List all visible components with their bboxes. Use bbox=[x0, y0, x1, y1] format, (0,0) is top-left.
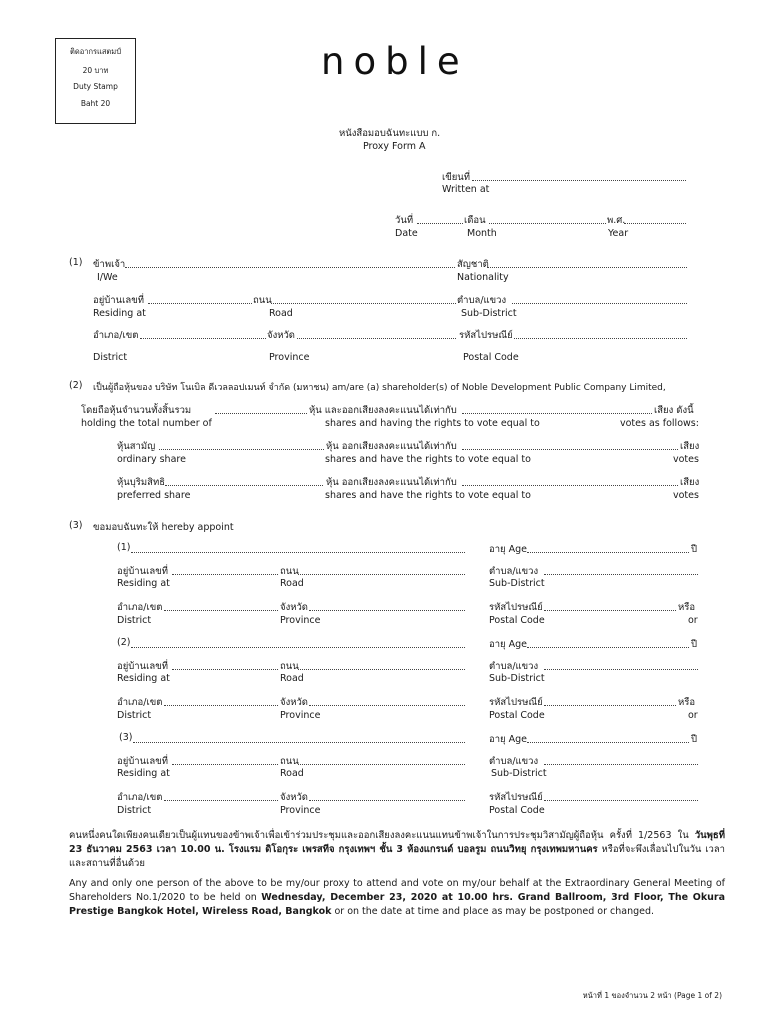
ordinary-share-label-en: ordinary share bbox=[117, 454, 186, 465]
proxy-2-residing-label-th: อยู่บ้านเลขที่ bbox=[117, 661, 168, 672]
date-label-th: วันที่ bbox=[395, 215, 414, 226]
section-3-number: (3) bbox=[69, 520, 83, 531]
month-field[interactable] bbox=[489, 223, 606, 224]
proxy-2-postal-label-th: รหัสไปรษณีย์ bbox=[489, 697, 543, 708]
proxy-3-postal-label-th: รหัสไปรษณีย์ bbox=[489, 792, 543, 803]
form-title-th: หนังสือมอบฉันทะแบบ ก. bbox=[339, 128, 441, 139]
stamp-line-3: Duty Stamp bbox=[73, 82, 118, 91]
proxy-1-postal-label-th: รหัสไปรษณีย์ bbox=[489, 602, 543, 613]
ordinary-vote-unit-en: votes bbox=[673, 454, 699, 465]
proxy-3-postal-label-en: Postal Code bbox=[489, 805, 545, 816]
stamp-line-1: ติดอากรแสตมป์ bbox=[69, 47, 121, 56]
proxy-3-district-label-en: District bbox=[117, 805, 152, 816]
proxy-1-province-field[interactable] bbox=[309, 610, 465, 611]
date-field[interactable] bbox=[417, 223, 463, 224]
sub-district-label-en: Sub-District bbox=[461, 308, 517, 319]
written-at-label-th: เขียนที่ bbox=[442, 172, 471, 183]
votes-follows-label-en: votes as follows: bbox=[620, 418, 699, 429]
proxy-3-province-field[interactable] bbox=[309, 800, 465, 801]
proxy-2-road-label-en: Road bbox=[280, 673, 304, 684]
proxy-1-residing-label-th: อยู่บ้านเลขที่ bbox=[117, 566, 168, 577]
proxy-1-postal-label-en: Postal Code bbox=[489, 615, 545, 626]
proxy-2-district-label-th: อำเภอ/เขต bbox=[117, 697, 163, 708]
proxy-1-sub-district-label-en: Sub-District bbox=[489, 578, 545, 589]
shareholder-statement: เป็นผู้ถือหุ้นของ บริษัท โนเบิล ดีเวลลอปเมนท์ จำกัด (มหาชน) am/are (a) shareholder(s) of Noble Development Public Company Limited, bbox=[93, 383, 666, 393]
ordinary-votes-label-th: หุ้น ออกเสียงลงคะแนนได้เท่ากับ bbox=[326, 441, 457, 452]
written-at-field[interactable] bbox=[472, 180, 686, 181]
proxy-1-residing-label-en: Residing at bbox=[117, 578, 170, 589]
proxy-1-or-en: or bbox=[688, 615, 698, 626]
preferred-share-label-th: หุ้นบุริมสิทธิ bbox=[117, 477, 166, 488]
meeting-paragraph-en bbox=[69, 877, 725, 919]
month-label-en: Month bbox=[467, 228, 497, 239]
proxy-1-sub-district-label-th: ตำบล/แขวง bbox=[489, 566, 539, 577]
proxy-2-sub-district-field[interactable] bbox=[544, 669, 698, 670]
proxy-3-residing-label-en: Residing at bbox=[117, 768, 170, 779]
proxy-2-residing-label-en: Residing at bbox=[117, 673, 170, 684]
proxy-3-age-field[interactable] bbox=[527, 742, 689, 743]
meeting-th-part-1: คนหนึ่งคนใดเพียงคนเดียวเป็นผู้แทนของข้าพเจ้าเพื่อเข้าร่วมประชุมและออกเสียงลงคะแนนแทนข้าพเจ้าในการประชุมวิสามัญผู้ถือหุ้น ครั้งที่ 1/2563 ใน bbox=[69, 830, 689, 841]
noble-logo: noble bbox=[321, 40, 469, 83]
district-field[interactable] bbox=[140, 338, 266, 339]
proxy-3-year-unit: ปี bbox=[691, 734, 698, 745]
proxy-3-province-label-th: จังหวัด bbox=[280, 792, 308, 803]
proxy-1-residing-field[interactable] bbox=[172, 574, 278, 575]
proxy-3-sub-district-field[interactable] bbox=[544, 764, 698, 765]
meeting-th-part-2: หรือที่จะพึงเลื่อนไปในวัน เวลา และสถานที่อื่นด้วย bbox=[69, 844, 725, 869]
proxy-2-province-field[interactable] bbox=[309, 705, 465, 706]
proxy-2-district-field[interactable] bbox=[164, 705, 278, 706]
nationality-label-en: Nationality bbox=[457, 272, 509, 283]
preferred-votes-label-th: หุ้น ออกเสียงลงคะแนนได้เท่ากับ bbox=[326, 477, 457, 488]
proxy-3-postal-field[interactable] bbox=[544, 800, 698, 801]
postal-field[interactable] bbox=[514, 338, 687, 339]
i-we-field[interactable] bbox=[125, 267, 455, 268]
proxy-3-residing-label-th: อยู่บ้านเลขที่ bbox=[117, 756, 168, 767]
proxy-1-number: (1) bbox=[117, 542, 131, 553]
page-footer: หน้าที่ 1 ของจำนวน 2 หน้า (Page 1 of 2) bbox=[582, 991, 722, 1000]
proxy-2-district-label-en: District bbox=[117, 710, 152, 721]
province-field[interactable] bbox=[297, 338, 456, 339]
postal-label-th: รหัสไปรษณีย์ bbox=[459, 330, 513, 341]
proxy-2-road-label-th: ถนน bbox=[280, 661, 299, 672]
province-label-th: จังหวัด bbox=[267, 330, 295, 341]
proxy-2-age-field[interactable] bbox=[527, 647, 689, 648]
road-field[interactable] bbox=[271, 303, 456, 304]
ordinary-votes-field[interactable] bbox=[462, 449, 678, 450]
meeting-paragraph-th bbox=[69, 829, 725, 871]
proxy-3-residing-field[interactable] bbox=[172, 764, 278, 765]
meeting-en-bold: Wednesday, December 23, 2020 at 10.00 hrs. Grand Ballroom, 3rd Floor, The Okura Prestige Bangkok Hotel, Wireless Road, Bangkok bbox=[69, 892, 725, 917]
proxy-1-road-label-en: Road bbox=[280, 578, 304, 589]
votes-follows-label-th: เสียง ดังนี้ bbox=[654, 405, 694, 416]
section-1-number: (1) bbox=[69, 257, 83, 268]
appoint-label: ขอมอบฉันทะให้ hereby appoint bbox=[93, 522, 234, 533]
sub-district-field[interactable] bbox=[512, 303, 687, 304]
year-label-en: Year bbox=[608, 228, 629, 239]
proxy-2-or-en: or bbox=[688, 710, 698, 721]
written-at-label-en: Written at bbox=[442, 184, 490, 195]
proxy-1-district-label-en: District bbox=[117, 615, 152, 626]
stamp-line-2: 20 บาท bbox=[82, 66, 109, 75]
proxy-3-road-label-th: ถนน bbox=[280, 756, 299, 767]
shares-voting-label-en: shares and having the rights to vote equal to bbox=[325, 418, 540, 429]
proxy-3-sub-district-label-en: Sub-District bbox=[491, 768, 547, 779]
proxy-2-road-field[interactable] bbox=[298, 669, 465, 670]
district-label-en: District bbox=[93, 352, 128, 363]
road-label-en: Road bbox=[269, 308, 293, 319]
proxy-2-sub-district-label-en: Sub-District bbox=[489, 673, 545, 684]
year-label-th: พ.ศ. bbox=[607, 215, 626, 226]
sub-district-label-th: ตำบล/แขวง bbox=[457, 295, 507, 306]
proxy-1-or-th: หรือ bbox=[678, 602, 696, 613]
meeting-th-bold: วันพุธที่ 23 ธันวาคม 2563 เวลา 10.00 น. โรงแรม ดิโอกุระ เพรสทีจ กรุงเทพฯ ชั้น 3 ห้องแกรนด์ บอลรูม ถนนวิทยุ กรุงเทพมหานคร bbox=[69, 830, 725, 855]
proxy-2-province-label-en: Province bbox=[280, 710, 321, 721]
proxy-2-year-unit: ปี bbox=[691, 639, 698, 650]
proxy-1-postal-field[interactable] bbox=[544, 610, 676, 611]
nationality-field[interactable] bbox=[487, 267, 687, 268]
proxy-2-age-label: อายุ Age bbox=[489, 639, 527, 650]
proxy-2-province-label-th: จังหวัด bbox=[280, 697, 308, 708]
proxy-1-road-field[interactable] bbox=[298, 574, 465, 575]
holding-label-en: holding the total number of bbox=[81, 418, 212, 429]
postal-label-en: Postal Code bbox=[463, 352, 519, 363]
proxy-3-number: (3) bbox=[119, 732, 133, 743]
shares-voting-label-th: หุ้น และออกเสียงลงคะแนนได้เท่ากับ bbox=[309, 405, 457, 416]
preferred-share-label-en: preferred share bbox=[117, 490, 191, 501]
date-label-en: Date bbox=[395, 228, 418, 239]
preferred-shares-field[interactable] bbox=[165, 485, 323, 486]
preferred-votes-label-en: shares and have the rights to vote equal to bbox=[325, 490, 531, 501]
proxy-2-residing-field[interactable] bbox=[172, 669, 278, 670]
stamp-line-4: Baht 20 bbox=[80, 99, 111, 108]
preferred-votes-field[interactable] bbox=[462, 485, 678, 486]
nationality-label-th: สัญชาติ bbox=[457, 259, 489, 270]
i-we-label-th: ข้าพเจ้า bbox=[93, 259, 126, 270]
ordinary-vote-unit-th: เสียง bbox=[680, 441, 700, 452]
proxy-3-district-label-th: อำเภอ/เขต bbox=[117, 792, 163, 803]
proxy-2-or-th: หรือ bbox=[678, 697, 696, 708]
ordinary-share-label-th: หุ้นสามัญ bbox=[117, 441, 156, 452]
preferred-vote-unit-en: votes bbox=[673, 490, 699, 501]
ordinary-shares-field[interactable] bbox=[159, 449, 324, 450]
residing-label-en: Residing at bbox=[93, 308, 146, 319]
total-shares-field[interactable] bbox=[215, 413, 307, 414]
residing-label-th: อยู่บ้านเลขที่ bbox=[93, 295, 144, 306]
proxy-2-postal-field[interactable] bbox=[544, 705, 676, 706]
proxy-1-name-field[interactable] bbox=[131, 552, 465, 553]
proxy-1-district-field[interactable] bbox=[164, 610, 278, 611]
proxy-2-number: (2) bbox=[117, 637, 131, 648]
duty-stamp-box bbox=[55, 38, 136, 124]
holding-label-th: โดยถือหุ้นจำนวนทั้งสิ้นรวม bbox=[81, 405, 192, 416]
total-votes-field[interactable] bbox=[462, 413, 652, 414]
proxy-2-postal-label-en: Postal Code bbox=[489, 710, 545, 721]
meeting-en-part-2: or on the date at time and place as may be postponed or changed. bbox=[334, 906, 655, 917]
proxy-3-district-field[interactable] bbox=[164, 800, 278, 801]
preferred-vote-unit-th: เสียง bbox=[680, 477, 700, 488]
proxy-3-name-field[interactable] bbox=[133, 742, 465, 743]
proxy-1-age-field[interactable] bbox=[527, 552, 689, 553]
residing-field[interactable] bbox=[148, 303, 252, 304]
form-title-en: Proxy Form A bbox=[363, 141, 426, 152]
proxy-2-name-field[interactable] bbox=[131, 647, 465, 648]
proxy-3-road-label-en: Road bbox=[280, 768, 304, 779]
proxy-1-province-label-th: จังหวัด bbox=[280, 602, 308, 613]
year-field[interactable] bbox=[624, 223, 686, 224]
proxy-3-sub-district-label-th: ตำบล/แขวง bbox=[489, 756, 539, 767]
proxy-1-road-label-th: ถนน bbox=[280, 566, 299, 577]
meeting-en-part-1: Any and only one person of the above to be my/our proxy to attend and vote on my/our behalf at the Extraordinary General Meeting of Shareholders No.1/2020 to be held on bbox=[69, 878, 725, 903]
proxy-1-province-label-en: Province bbox=[280, 615, 321, 626]
road-label-th: ถนน bbox=[253, 295, 272, 306]
district-label-th: อำเภอ/เขต bbox=[93, 330, 139, 341]
ordinary-votes-label-en: shares and have the rights to vote equal to bbox=[325, 454, 531, 465]
proxy-1-district-label-th: อำเภอ/เขต bbox=[117, 602, 163, 613]
proxy-1-year-unit: ปี bbox=[691, 544, 698, 555]
section-2-number: (2) bbox=[69, 380, 83, 391]
proxy-3-province-label-en: Province bbox=[280, 805, 321, 816]
proxy-3-age-label: อายุ Age bbox=[489, 734, 527, 745]
province-label-en: Province bbox=[269, 352, 310, 363]
proxy-1-age-label: อายุ Age bbox=[489, 544, 527, 555]
proxy-2-sub-district-label-th: ตำบล/แขวง bbox=[489, 661, 539, 672]
proxy-1-sub-district-field[interactable] bbox=[544, 574, 698, 575]
proxy-3-road-field[interactable] bbox=[298, 764, 465, 765]
month-label-th: เดือน bbox=[464, 215, 486, 226]
i-we-label-en: I/We bbox=[97, 272, 118, 283]
